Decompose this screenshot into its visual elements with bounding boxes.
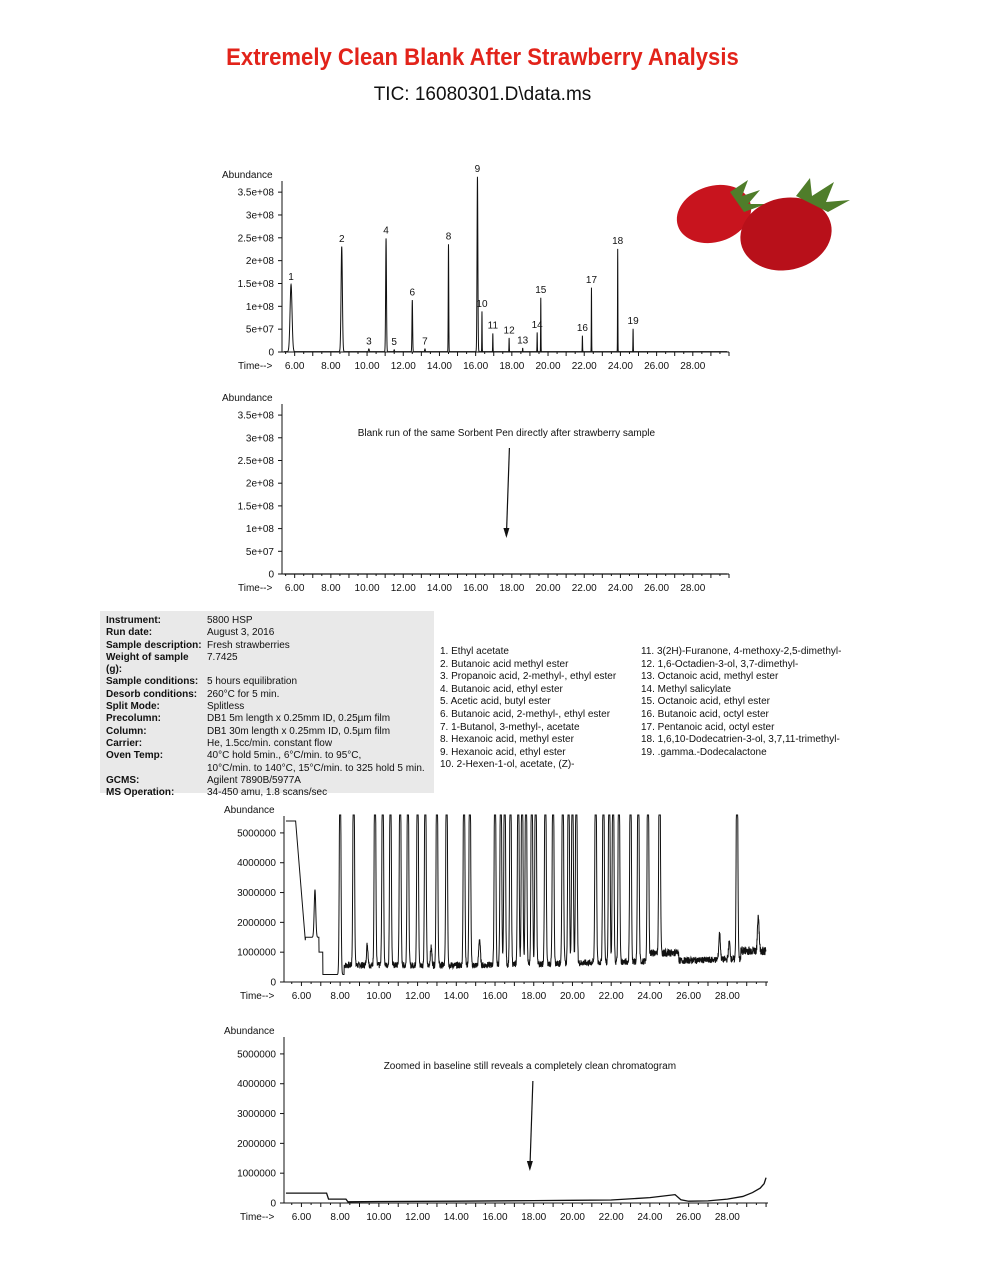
info-value: Agilent 7890B/5977A (207, 774, 301, 786)
x-tick-label: 28.00 (714, 991, 740, 1002)
x-tick-label: 12.00 (405, 1212, 431, 1223)
blank-chromatogram (0, 388, 760, 598)
strawberry-zoomed-chromatogram (0, 800, 780, 1010)
y-tick-label: 5000000 (237, 828, 276, 840)
info-key (106, 763, 207, 775)
y-tick-label: 1.5e+08 (237, 278, 274, 290)
instrument-info-table (106, 615, 425, 799)
peak-label: 6 (409, 287, 416, 299)
x-tick-label: 28.00 (680, 583, 706, 594)
info-row (106, 652, 425, 677)
x-tick-label: 16.00 (463, 361, 489, 372)
page-title: Extremely Clean Blank After Strawberry Analysis (226, 44, 739, 71)
y-tick-label: 4000000 (237, 1079, 276, 1091)
info-key: Column: (106, 725, 147, 737)
info-key: MS Operation: (106, 787, 175, 799)
x-tick-label: 12.00 (390, 361, 416, 372)
y-axis-label: Abundance (222, 170, 273, 181)
info-key: Oven Temp: (106, 750, 164, 762)
peak-label: 16 (576, 323, 588, 335)
info-key: Sample description: (106, 639, 202, 651)
x-tick-label: 8.00 (330, 991, 350, 1002)
info-row (106, 738, 425, 750)
x-tick-label: 8.00 (321, 361, 341, 372)
x-tick-label: 20.00 (559, 991, 585, 1002)
peak-label: 5 (391, 337, 397, 349)
info-value: DB1 30m length x 0.25mm ID, 0.5µm film (207, 725, 391, 737)
x-axis-label: Time--> (240, 991, 275, 1002)
y-tick-label: 3e+08 (245, 433, 274, 445)
x-tick-label: 18.00 (499, 583, 525, 594)
annotation-arrowhead (527, 1161, 533, 1171)
y-axis-label: Abundance (224, 805, 275, 816)
y-tick-label: 1.5e+08 (237, 501, 274, 513)
y-axis-label: Abundance (222, 393, 273, 404)
info-key: Weight of sample (g): (106, 651, 189, 676)
x-tick-label: 26.00 (644, 583, 670, 594)
x-tick-label: 24.00 (637, 1212, 663, 1223)
peak-label: 18 (612, 236, 624, 248)
info-value: 5 hours equilibration (207, 676, 298, 688)
annotation-text: Zoomed in baseline still reveals a completely clean chromatogram (383, 1061, 677, 1072)
info-value: 5800 HSP (207, 615, 253, 626)
info-key: Sample conditions: (106, 676, 199, 688)
series-line (286, 1178, 766, 1202)
y-tick-label: 1e+08 (245, 524, 274, 536)
compound-item: 15. Octanoic acid, ethyl ester (641, 696, 770, 708)
x-tick-label: 18.00 (499, 361, 525, 372)
info-key: Desorb conditions: (106, 688, 198, 700)
peak-label: 12 (503, 325, 515, 337)
compound-item: 6. Butanoic acid, 2-methyl-, ethyl ester (440, 708, 611, 720)
compound-item: 16. Butanoic acid, octyl ester (641, 708, 769, 720)
y-tick-label: 2e+08 (245, 478, 274, 490)
info-row (106, 627, 425, 639)
compound-item: 9. Hexanoic acid, ethyl ester (440, 746, 566, 758)
x-tick-label: 6.00 (291, 1212, 312, 1223)
x-tick-label: 20.00 (535, 361, 561, 372)
info-row (106, 615, 425, 627)
compound-item: 8. Hexanoic acid, methyl ester (440, 734, 574, 746)
compound-item: 10. 2-Hexen-1-ol, acetate, (Z)- (440, 759, 575, 771)
y-tick-label: 2e+08 (245, 256, 274, 268)
peak-label: 1 (288, 271, 294, 283)
x-tick-label: 10.00 (366, 991, 392, 1002)
y-tick-label: 2.5e+08 (237, 233, 274, 245)
peak-label: 13 (517, 335, 529, 347)
y-tick-label: 3.5e+08 (237, 410, 274, 422)
compound-item: 11. 3(2H)-Furanone, 4-methoxy-2,5-dimethyl- (641, 646, 842, 657)
y-tick-label: 0 (270, 1198, 276, 1210)
info-key: Run date: (106, 627, 153, 639)
info-row (106, 775, 425, 787)
compound-item: 7. 1-Butanol, 3-methyl-, acetate (440, 721, 580, 733)
y-tick-label: 0 (268, 569, 274, 581)
compound-item: 4. Butanoic acid, ethyl ester (440, 683, 563, 695)
x-tick-label: 6.00 (284, 361, 305, 372)
info-value: 260°C for 5 min. (207, 688, 280, 700)
x-tick-label: 26.00 (644, 361, 670, 372)
x-tick-label: 16.00 (463, 583, 489, 594)
info-row (106, 640, 425, 652)
x-tick-label: 22.00 (598, 991, 624, 1002)
info-value: DB1 5m length x 0.25mm ID, 0.25µm film (207, 713, 391, 725)
info-value: Fresh strawberries (207, 639, 290, 651)
y-tick-label: 2000000 (237, 1138, 276, 1150)
info-value: 10°C/min. to 140°C, 15°C/min. to 325 hold 5 min. (207, 762, 425, 774)
annotation-arrow (530, 1081, 533, 1169)
x-tick-label: 22.00 (598, 1212, 624, 1223)
x-tick-label: 18.00 (521, 1212, 547, 1223)
x-tick-label: 8.00 (330, 1212, 350, 1223)
info-key: Split Mode: (106, 701, 160, 713)
compound-item: 14. Methyl salicylate (641, 683, 732, 695)
x-tick-label: 10.00 (354, 583, 380, 594)
info-value: He, 1.5cc/min. constant flow (207, 737, 333, 749)
y-axis-label: Abundance (224, 1026, 275, 1037)
compound-item: 3. Propanoic acid, 2-methyl-, ethyl ester (440, 671, 617, 683)
compound-item: 12. 1,6-Octadien-3-ol, 3,7-dimethyl- (641, 658, 799, 670)
info-value: 7.7425 (207, 651, 238, 663)
peak-label: 8 (445, 231, 452, 243)
x-tick-label: 8.00 (321, 583, 341, 594)
x-tick-label: 24.00 (607, 583, 633, 594)
compound-list-right (641, 646, 841, 759)
info-row (106, 750, 425, 762)
peak-label: 17 (585, 275, 598, 287)
x-axis-label: Time--> (240, 1212, 275, 1223)
y-tick-label: 3.5e+08 (237, 187, 274, 199)
x-tick-label: 24.00 (637, 991, 663, 1002)
blank-zoomed-chromatogram (0, 1021, 780, 1231)
info-row (106, 701, 425, 713)
info-value: Splitless (207, 701, 245, 713)
y-tick-label: 5000000 (237, 1049, 276, 1061)
peak-label: 11 (487, 320, 499, 332)
peak-label: 7 (422, 336, 428, 348)
y-tick-label: 0 (270, 977, 276, 989)
info-value: 40°C hold 5min., 6°C/min. to 95°C, (207, 750, 362, 762)
compound-item: 13. Octanoic acid, methyl ester (641, 671, 779, 683)
x-tick-label: 22.00 (571, 583, 597, 594)
strawberry-chromatogram (0, 165, 760, 375)
x-tick-label: 16.00 (482, 1212, 508, 1223)
y-tick-label: 1000000 (237, 947, 276, 959)
page-subtitle: TIC: 16080301.D\data.ms (373, 84, 592, 105)
info-key: Carrier: (106, 737, 143, 749)
info-value: 34-450 amu, 1.8 scans/sec (207, 787, 328, 799)
x-tick-label: 24.00 (607, 361, 633, 372)
y-tick-label: 4000000 (237, 858, 276, 870)
y-tick-label: 5e+07 (245, 324, 274, 336)
x-tick-label: 10.00 (366, 1212, 392, 1223)
info-row (106, 726, 425, 738)
info-row (106, 713, 425, 725)
compound-list-left (440, 646, 616, 772)
x-tick-label: 14.00 (443, 991, 469, 1002)
info-key: Instrument: (106, 615, 161, 626)
compound-item: 2. Butanoic acid methyl ester (440, 658, 569, 670)
compound-item: 5. Acetic acid, butyl ester (440, 696, 551, 708)
compound-item: 1. Ethyl acetate (440, 646, 509, 657)
x-tick-label: 6.00 (284, 583, 305, 594)
x-tick-label: 10.00 (354, 361, 380, 372)
x-tick-label: 28.00 (714, 1212, 740, 1223)
x-tick-label: 14.00 (443, 1212, 469, 1223)
peak-label: 3 (366, 336, 372, 348)
x-tick-label: 20.00 (535, 583, 561, 594)
info-row (106, 676, 425, 688)
x-axis-label: Time--> (238, 361, 273, 372)
x-tick-label: 14.00 (426, 583, 452, 594)
peak-label: 15 (535, 285, 547, 297)
annotation-text: Blank run of the same Sorbent Pen directly after strawberry sample (357, 428, 656, 439)
x-tick-label: 12.00 (405, 991, 431, 1002)
compound-item: 17. Pentanoic acid, octyl ester (641, 721, 775, 733)
instrument-info-panel (100, 611, 434, 799)
x-tick-label: 26.00 (676, 991, 702, 1002)
info-row (106, 689, 425, 701)
series-line (286, 815, 766, 975)
peak-label: 9 (474, 164, 481, 176)
y-tick-label: 5e+07 (245, 546, 274, 558)
info-key: Precolumn: (106, 713, 162, 725)
peak-label: 4 (383, 225, 389, 237)
peak-label: 10 (476, 298, 488, 310)
peak-label: 19 (627, 316, 639, 328)
annotation-arrow (506, 448, 509, 536)
compound-item: 19. .gamma.-Dodecalactone (641, 746, 767, 758)
x-tick-label: 26.00 (676, 1212, 702, 1223)
y-tick-label: 1e+08 (245, 301, 274, 313)
y-tick-label: 1000000 (237, 1168, 276, 1180)
info-row (106, 763, 425, 775)
info-row (106, 787, 425, 799)
compound-item: 18. 1,6,10-Dodecatrien-3-ol, 3,7,11-trimethyl- (641, 734, 840, 746)
x-tick-label: 6.00 (291, 991, 312, 1002)
x-tick-label: 28.00 (680, 361, 706, 372)
y-tick-label: 0 (268, 347, 274, 359)
x-tick-label: 12.00 (390, 583, 416, 594)
annotation-arrowhead (503, 528, 509, 538)
x-tick-label: 20.00 (559, 1212, 585, 1223)
x-tick-label: 14.00 (426, 361, 452, 372)
y-tick-label: 2000000 (237, 917, 276, 929)
y-tick-label: 3000000 (237, 1109, 276, 1121)
info-key: GCMS: (106, 774, 140, 786)
peak-label: 2 (338, 233, 345, 245)
info-value: August 3, 2016 (207, 627, 275, 639)
y-tick-label: 3e+08 (245, 210, 274, 222)
y-tick-label: 3000000 (237, 888, 276, 900)
peak-label: 14 (531, 319, 543, 331)
x-tick-label: 18.00 (521, 991, 547, 1002)
x-tick-label: 22.00 (571, 361, 597, 372)
x-axis-label: Time--> (238, 583, 273, 594)
y-tick-label: 2.5e+08 (237, 455, 274, 467)
x-tick-label: 16.00 (482, 991, 508, 1002)
